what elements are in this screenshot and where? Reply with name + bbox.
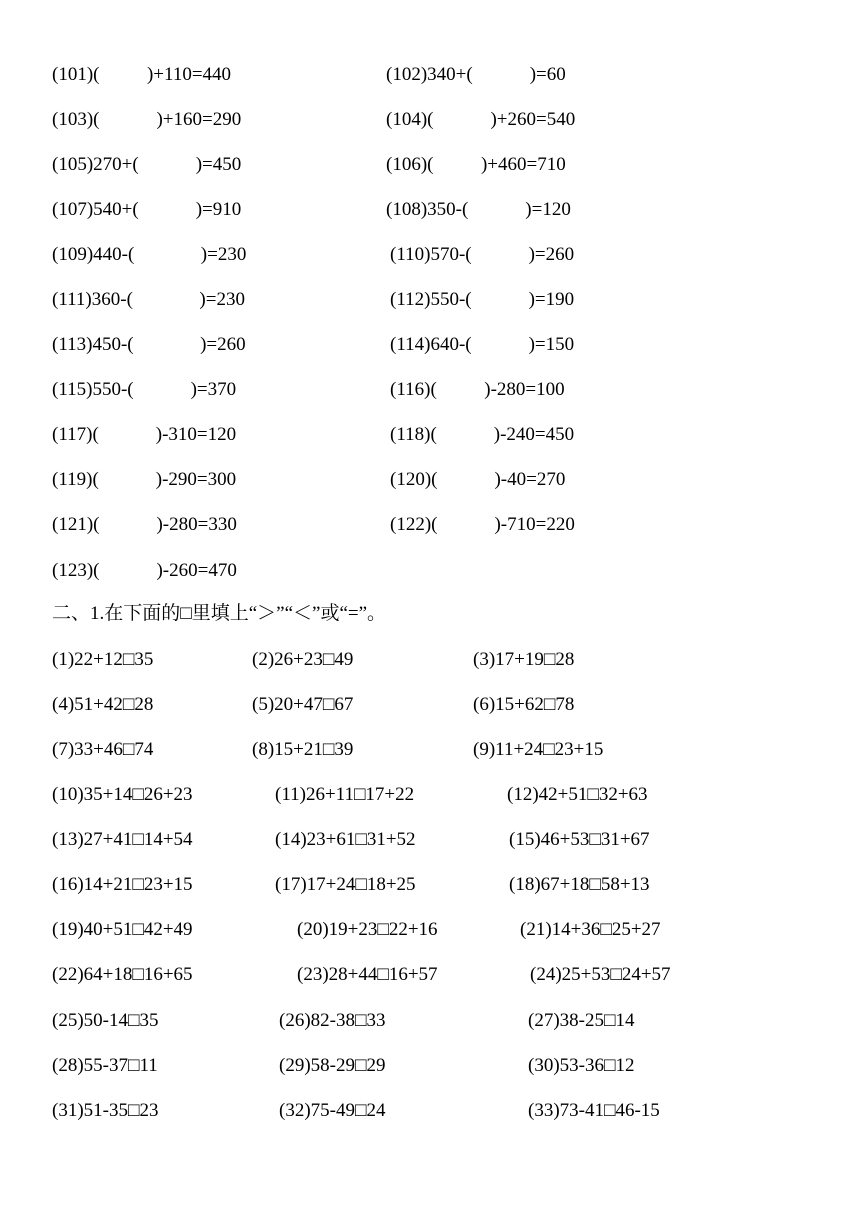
problem-row [0,510,860,540]
problem-109: (109)440-( )=230 [52,244,247,265]
problem-119: (119)( )-290=300 [52,469,237,490]
problem-112: (112)550-( )=190 [390,289,575,310]
compare-row [0,690,860,720]
compare-13: (13)27+41□14+54 [52,829,193,850]
problem-row [0,285,860,315]
compare-19: (19)40+51□42+49 [52,919,193,940]
problem-104: (104)( )+260=540 [386,109,576,130]
problem-101: (101)( )+110=440 [52,64,232,85]
compare-16: (16)14+21□23+15 [52,874,193,895]
problem-row [0,556,860,586]
problem-120: (120)( )-40=270 [390,469,566,490]
compare-27: (27)38-25□14 [528,1010,635,1031]
problem-row [0,330,860,360]
compare-28: (28)55-37□11 [52,1055,158,1076]
problem-108: (108)350-( )=120 [386,199,571,220]
problem-106: (106)( )+460=710 [386,154,566,175]
compare-row [0,960,860,990]
compare-5: (5)20+47□67 [252,694,354,715]
compare-11: (11)26+11□17+22 [275,784,415,805]
compare-20: (20)19+23□22+16 [297,919,438,940]
compare-21: (21)14+36□25+27 [520,919,661,940]
problem-117: (117)( )-310=120 [52,424,237,445]
problem-row [0,60,860,90]
section-heading: 二、1.在下面的□里填上“＞”“＜”或“=”。 [52,603,387,624]
compare-30: (30)53-36□12 [528,1055,635,1076]
compare-row [0,1051,860,1081]
problem-113: (113)450-( )=260 [52,334,246,355]
compare-8: (8)15+21□39 [252,739,354,760]
compare-17: (17)17+24□18+25 [275,874,416,895]
compare-32: (32)75-49□24 [279,1100,386,1121]
compare-10: (10)35+14□26+23 [52,784,193,805]
compare-row [0,825,860,855]
compare-29: (29)58-29□29 [279,1055,386,1076]
problem-row [0,375,860,405]
section-heading-row [0,599,860,629]
compare-2: (2)26+23□49 [252,649,354,670]
problem-row [0,195,860,225]
problem-row [0,465,860,495]
problem-105: (105)270+( )=450 [52,154,242,175]
compare-row [0,870,860,900]
problem-107: (107)540+( )=910 [52,199,242,220]
compare-4: (4)51+42□28 [52,694,154,715]
problem-121: (121)( )-280=330 [52,514,237,535]
compare-7: (7)33+46□74 [52,739,154,760]
problem-row [0,240,860,270]
problem-111: (111)360-( )=230 [52,289,245,310]
compare-1: (1)22+12□35 [52,649,154,670]
compare-15: (15)46+53□31+67 [509,829,650,850]
compare-9: (9)11+24□23+15 [473,739,604,760]
compare-row [0,645,860,675]
compare-31: (31)51-35□23 [52,1100,159,1121]
compare-row [0,1006,860,1036]
compare-14: (14)23+61□31+52 [275,829,416,850]
compare-row [0,735,860,765]
problem-row [0,105,860,135]
problem-row [0,150,860,180]
problem-122: (122)( )-710=220 [390,514,575,535]
problem-114: (114)640-( )=150 [390,334,575,355]
problem-102: (102)340+( )=60 [386,64,566,85]
compare-row [0,780,860,810]
problem-115: (115)550-( )=370 [52,379,237,400]
compare-33: (33)73-41□46-15 [528,1100,660,1121]
compare-6: (6)15+62□78 [473,694,575,715]
problem-103: (103)( )+160=290 [52,109,242,130]
compare-row [0,1096,860,1126]
compare-22: (22)64+18□16+65 [52,964,193,985]
compare-12: (12)42+51□32+63 [507,784,648,805]
compare-row [0,915,860,945]
problem-123: (123)( )-260=470 [52,560,237,581]
problem-110: (110)570-( )=260 [390,244,575,265]
compare-24: (24)25+53□24+57 [530,964,671,985]
compare-18: (18)67+18□58+13 [509,874,650,895]
compare-3: (3)17+19□28 [473,649,575,670]
problem-118: (118)( )-240=450 [390,424,575,445]
compare-25: (25)50-14□35 [52,1010,159,1031]
compare-23: (23)28+44□16+57 [297,964,438,985]
problem-row [0,420,860,450]
problem-116: (116)( )-280=100 [390,379,565,400]
compare-26: (26)82-38□33 [279,1010,386,1031]
